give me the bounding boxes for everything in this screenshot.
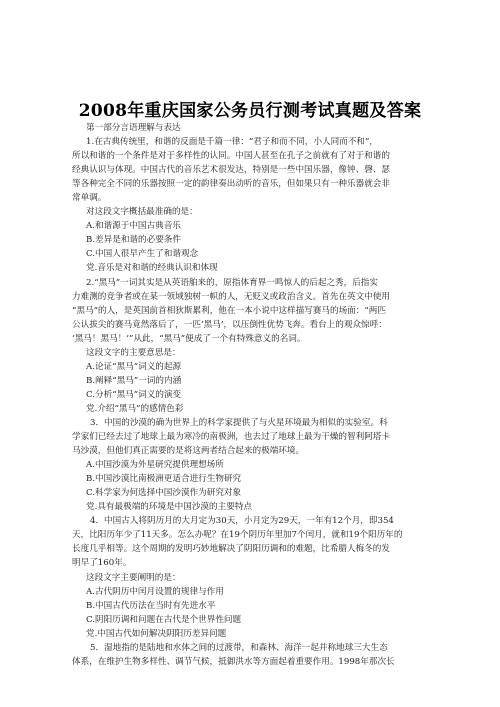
- text-line: 长度几乎相等。这个周期的发明巧妙地解决了阴阳历调和的难题，比希腊人梅冬的发: [72, 544, 390, 555]
- text-line: “黑马”的人，是英国前首相狄斯累利，他在一本小说中这样描写赛马的场面：“两匹: [72, 305, 386, 316]
- text-line: 党.中国古代如何解决阴阳历差异问题: [86, 628, 227, 639]
- text-line: 力难测的竞争者或在某一领域独树一帜的人，无贬义或政治含义。首先在英文中使用: [72, 291, 390, 302]
- text-line: A.和谐源于中国古典音乐: [86, 221, 181, 232]
- text-line: 天，比阳历年少了11天多。怎么办呢？在19个阴历年里加7个闰月，就和19个阳历年的: [72, 530, 403, 541]
- text-line: B.中国古代历法在当时有先进水平: [86, 600, 216, 611]
- text-line: C.中国人很早产生了和谐观念: [86, 249, 199, 260]
- text-line: ‘黑马！黑马！’”从此，“黑马”便成了一个有特殊意义的名词。: [72, 333, 306, 344]
- text-line: 3．中国的沙漠的确为世界上的科学家提供了与火星环境最为相似的实验室。科: [90, 417, 388, 428]
- text-line: 体系，在维护生物多样性、调节气候，抵御洪水等方面起着重要作用。1998年那次长: [72, 656, 395, 667]
- text-line: C.科学家为何选择中国沙漠作为研究对象: [86, 488, 242, 499]
- text-line: 第一部分言语理解与表达: [86, 123, 181, 133]
- text-line: B.中国沙漠比南极洲更适合进行生物研究: [86, 474, 242, 485]
- text-line: 这段文字主要阐明的是：: [86, 572, 181, 583]
- text-line: 公认拔尖的赛马竟然落后了，一匹‘黑马’，以压倒性优势飞奔。看台上的观众惊呼：: [72, 319, 387, 330]
- text-line: B.差异是和谐的必要条件: [86, 235, 181, 246]
- text-line: A.论证“黑马”词义的起源: [86, 361, 182, 372]
- text-line: 所以和谐的一个条件是对于多样性的认同。中国人甚至在孔子之前就有了对于和谐的: [72, 151, 390, 162]
- text-line: 党.具有最极端的环境是中国沙漠的主要特点: [86, 502, 253, 513]
- text-line: 党.介绍“黑马”的感情色彩: [86, 403, 184, 414]
- text-line: B.阐释“黑马”一词的内涵: [86, 375, 182, 386]
- text-line: 5．湿地指的是陆地和水体之间的过渡带，和森林、海洋一起并称地球三大生态: [90, 642, 388, 653]
- text-line: 学家们已经去过了地球上最为寒冷的南极洲，也去过了地球上最为干燥的智利阿塔卡: [72, 432, 390, 443]
- document-title: 2008年重庆国家公务员行测考试真题及答案: [78, 101, 422, 121]
- document-body: [72, 121, 430, 669]
- text-line: C.阴阳历调和问题在古代是个世界性问题: [86, 614, 242, 625]
- text-line: 等各种完全不同的乐器按照一定的韵律奏出动听的音乐，但如果只有一种乐器就会非: [72, 179, 390, 190]
- text-line: 2.“黑马”一词其实是从英语舶来的，原指体育界一鸣惊人的后起之秀，后指实: [86, 277, 378, 288]
- text-line: 1.在古典传统里，和谐的反面是千篇一律：“君子和而不同，小人同而不和”，: [86, 137, 378, 148]
- text-line: 经典认识与体现。中国古代的音乐艺术很发达，特别是一些中国乐器，像钟、磬、瑟: [72, 165, 390, 176]
- text-line: 马沙漠，但他们真正需要的是将这两者结合起来的极端环境。: [72, 446, 305, 457]
- text-line: A.中国沙漠为外星研究提供理想场所: [86, 460, 224, 471]
- text-line: 这段文字的主要意思是：: [86, 347, 181, 358]
- text-line: 党.音乐是对和谐的经典认识和体现: [86, 263, 218, 274]
- text-line: 4．中国古人将阴历月的大月定为30天，小月定为29天，一年有12个月，即354: [90, 516, 394, 527]
- text-line: A.古代阴历中闰月设置的规律与作用: [86, 586, 224, 597]
- text-line: 明早了160年。: [72, 558, 132, 569]
- text-line: C.分析“黑马”词义的演变: [86, 389, 182, 400]
- text-line: 对这段文字概括最准确的是：: [86, 207, 198, 218]
- text-line: 常单调。: [72, 193, 107, 204]
